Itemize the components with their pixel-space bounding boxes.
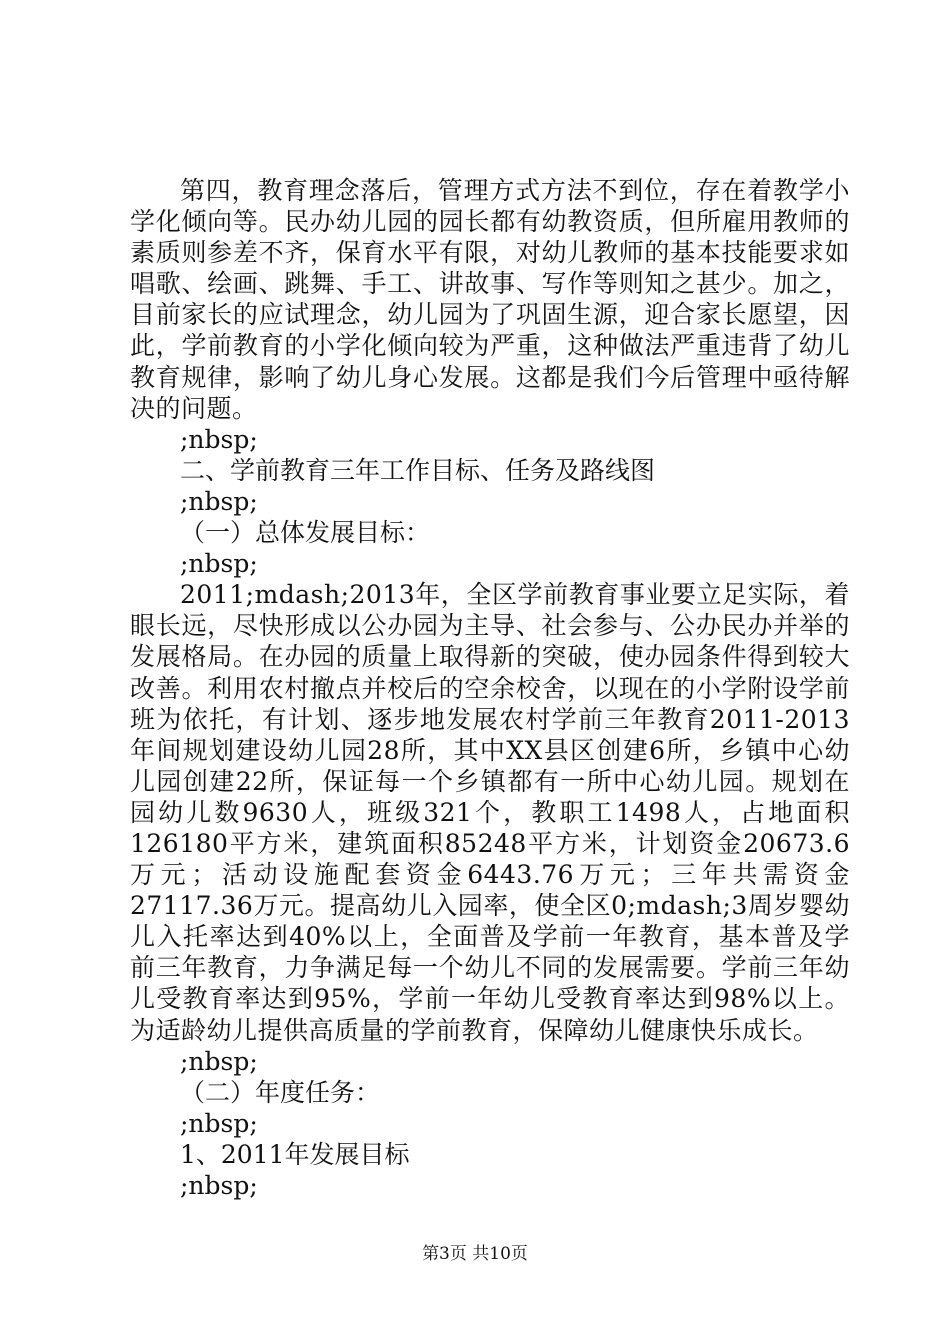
paragraph-spacer: ;nbsp; — [180, 1171, 258, 1200]
page-footer: 第3页 共10页 — [422, 1244, 528, 1264]
paragraph-spacer: ;nbsp; — [180, 549, 258, 579]
subheading-overall-goal: （一）总体发展目标： — [180, 518, 431, 548]
paragraph-problem-four: 第四，教育理念落后，管理方式方法不到位，存在着教学小学化倾向等。民办幼儿园的园长都有幼教资质，但所雇用教师的素质则参差不齐，保育水平有限，对幼儿教师的基本技能要求如唱歌、绘画、跳舞、手工、讲故事、写作等则知之甚少。加之，目前家长的应试理念，幼儿园为了巩固生源，迎合家长愿望，因此，学前教育的小学化倾向较为严重，这种做法严重违背了幼儿教育规律，影响了幼儿身心发展。这都是我们今后管理中亟待解决的问题。 — [130, 176, 850, 423]
paragraph-overall-goal: 2011;mdash;2013年，全区学前教育事业要立足实际，着眼长远，尽快形成以公办园为主导、社会参与、公办民办并举的发展格局。在办园的质量上取得新的突破，使办园条件得到较大改善。利用农村撤点并校后的空余校舍，以现在的小学附设学前班为依托，有计划、逐步地发展农村学前三年教育2011-2013年间规划建设幼儿园28所，其中XX县区创建6所，乡镇中心幼儿园创建22所，保证每一个乡镇都有一所中心幼儿园。规划在园幼儿数9630人，班级321个，教职工1498人，占地面积126180平方米，建筑面积85248平方米，计划资金20673.6万元；活动设施配套资金6443.76万元；三年共需资金27117.36万元。提高幼儿入园率，使全区0;mdash;3周岁婴幼儿入托率达到40%以上，全面普及学前一年教育，基本普及学前三年教育，力争满足每一个幼儿不同的发展需要。学前三年幼儿受教育率达到95%，学前一年幼儿受教育率达到98%以上。为适龄幼儿提供高质量的学前教育，保障幼儿健康快乐成长。 — [130, 580, 850, 1045]
document-body — [130, 175, 850, 1201]
paragraph-spacer: ;nbsp; — [180, 424, 258, 454]
paragraph-spacer: ;nbsp; — [180, 1108, 258, 1138]
paragraph-spacer: ;nbsp; — [180, 1046, 258, 1076]
subheading-2011-goal: 1、2011年发展目标 — [180, 1139, 410, 1169]
paragraph-spacer: ;nbsp; — [180, 486, 258, 516]
subheading-annual-tasks: （二）年度任务： — [180, 1077, 381, 1107]
section-heading-goals: 二、学前教育三年工作目标、任务及路线图 — [180, 455, 656, 485]
